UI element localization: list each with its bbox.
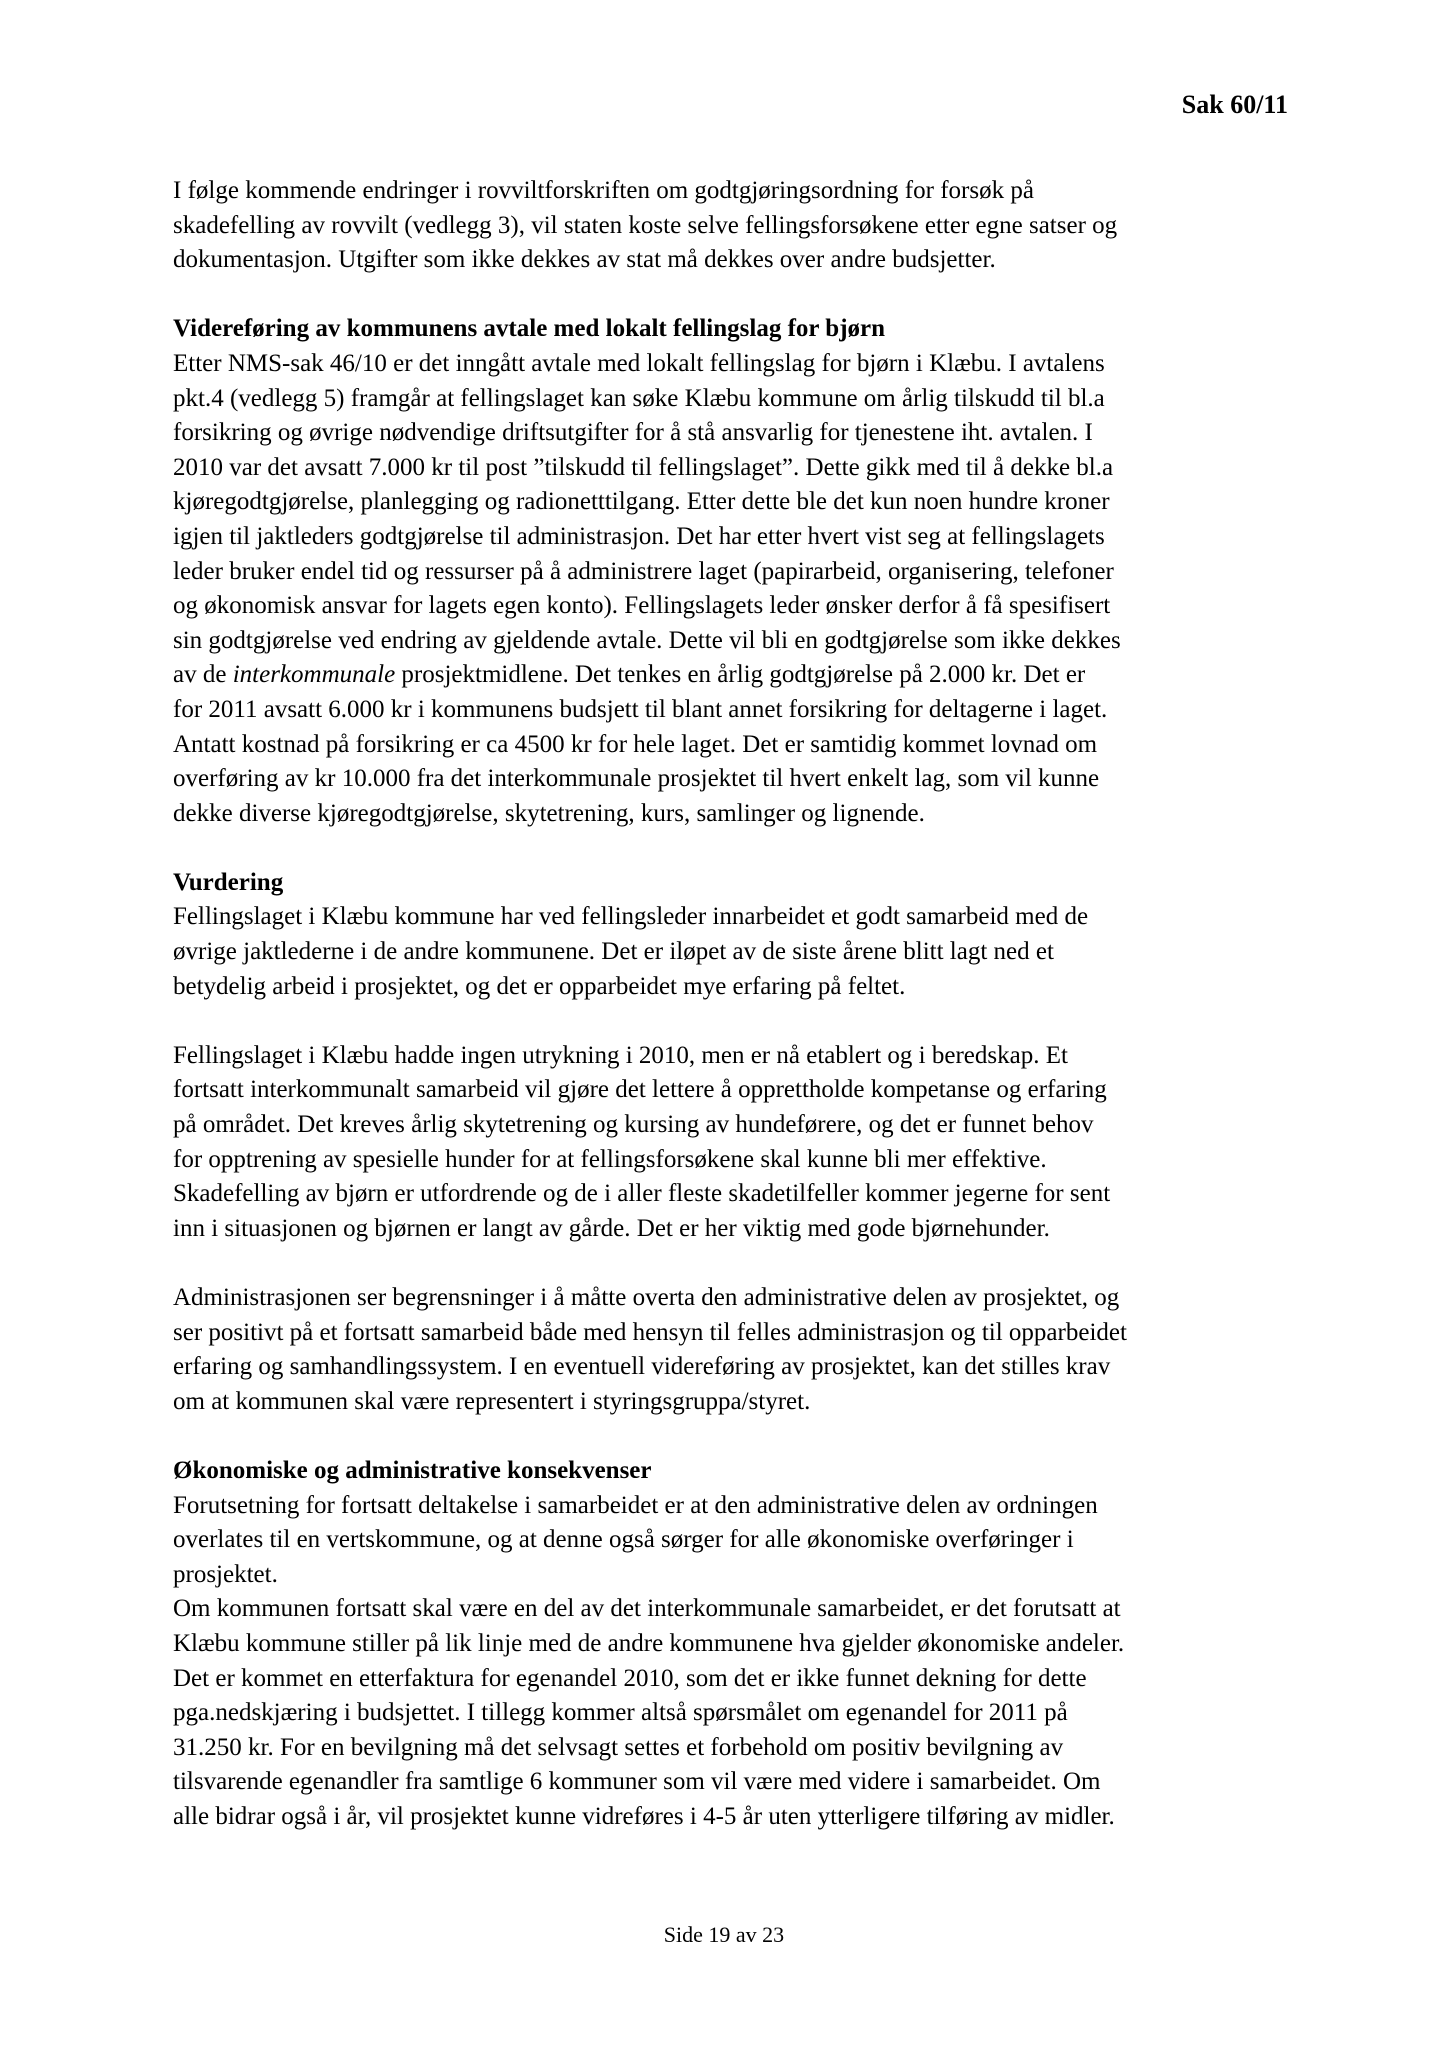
text-line: på området. Det kreves årlig skytetrening og kursing av hundeførere, og det er funnet behov bbox=[173, 1111, 1094, 1139]
text-line: sin godtgjørelse ved endring av gjeldende avtale. Dette vil bli en godtgjørelse som ikke dekkes bbox=[173, 626, 1121, 654]
section-assessment bbox=[173, 866, 1303, 1420]
text-line: prosjektet. bbox=[173, 1560, 278, 1588]
text-line: 2010 var det avsatt 7.000 kr til post ”tilskudd til fellingslaget”. Dette gikk med til å dekke bl.a bbox=[173, 453, 1114, 481]
text-line: overføring av kr 10.000 fra det interkommunale prosjektet til hvert enkelt lag, som vil kunne bbox=[173, 765, 1100, 793]
section-heading: Økonomiske og administrative konsekvenser bbox=[173, 1456, 652, 1484]
text-line: Det er kommet en etterfaktura for egenandel 2010, som det er ikke funnet dekning for dette bbox=[173, 1664, 1087, 1692]
paragraph-gap bbox=[173, 1246, 1303, 1281]
paragraph-gap bbox=[173, 1004, 1303, 1039]
text-line: 31.250 kr. For en bevilgning må det selvsagt settes et forbehold om positiv bevilgning av bbox=[173, 1733, 1064, 1761]
text-line: I følge kommende endringer i rovviltforskriften om godtgjøringsordning for forsøk på bbox=[173, 177, 1034, 204]
text-segment: av de bbox=[173, 661, 233, 689]
text-line: for 2011 avsatt 6.000 kr i kommunens budsjett til blant annet forsikring for deltagerne i laget. bbox=[173, 695, 1108, 723]
text-line: Fellingslaget i Klæbu hadde ingen utrykning i 2010, men er nå etablert og i beredskap. Et bbox=[173, 1041, 1068, 1069]
section-heading: Videreføring av kommunens avtale med lokalt fellingslag for bjørn bbox=[173, 315, 886, 343]
text-line: kjøregodtgjørelse, planlegging og radionetttilgang. Etter dette ble det kun noen hundre kroner bbox=[173, 488, 1110, 516]
text-line: leder bruker endel tid og ressurser på å administrere laget (papirarbeid, organisering, telefoner bbox=[173, 557, 1114, 585]
text-line: betydelig arbeid i prosjektet, og det er opparbeidet mye erfaring på feltet. bbox=[173, 972, 906, 1000]
text-line: ser positivt på et fortsatt samarbeid både med hensyn til felles administrasjon og til opparbeidet bbox=[173, 1318, 1127, 1346]
text-line: for opptrening av spesielle hunder for at fellingsforsøkene skal kunne bli mer effektive. bbox=[173, 1145, 1047, 1173]
text-line: dokumentasjon. Utgifter som ikke dekkes av stat må dekkes over andre budsjetter. bbox=[173, 246, 996, 274]
paragraph-gap bbox=[173, 1419, 1303, 1454]
document-body bbox=[173, 174, 1303, 1835]
text-line: skadefelling av rovvilt (vedlegg 3), vil staten koste selve fellingsforsøkene etter egne satser og bbox=[173, 211, 1118, 239]
text-line: Etter NMS-sak 46/10 er det inngått avtale med lokalt fellingslag for bjørn i Klæbu. I avtalens bbox=[173, 349, 1105, 377]
text-line: tilsvarende egenandler fra samtlige 6 kommuner som vil være med videre i samarbeidet. Om bbox=[173, 1768, 1101, 1796]
section-economic-consequences bbox=[173, 1454, 1303, 1835]
page-footer: Side 19 av 23 bbox=[663, 1922, 785, 1947]
section-continuation-agreement bbox=[173, 312, 1303, 831]
text-line: fortsatt interkommunalt samarbeid vil gjøre det lettere å opprettholde kompetanse og erfaring bbox=[173, 1076, 1107, 1104]
case-number: Sak 60/11 bbox=[1181, 90, 1288, 119]
section-heading: Vurdering bbox=[173, 868, 284, 896]
intro-paragraph bbox=[173, 174, 1303, 278]
text-line: Administrasjonen ser begrensninger i å måtte overta den administrative delen av prosjektet, og bbox=[173, 1284, 1120, 1311]
text-line: inn i situasjonen og bjørnen er langt av gårde. Det er her viktig med gode bjørnehunder. bbox=[173, 1214, 1050, 1242]
text-line: erfaring og samhandlingssystem. I en eventuell videreføring av prosjektet, kan det stilles krav bbox=[173, 1353, 1111, 1381]
text-line: Om kommunen fortsatt skal være en del av det interkommunale samarbeidet, er det forutsatt at bbox=[173, 1595, 1121, 1623]
text-line: om at kommunen skal være representert i styringsgruppa/styret. bbox=[173, 1387, 811, 1415]
text-line: Antatt kostnad på forsikring er ca 4500 kr for hele laget. Det er samtidig kommet lovnad om bbox=[173, 730, 1098, 758]
text-line: og økonomisk ansvar for lagets egen konto). Fellingslagets leder ønsker derfor å få spesifisert bbox=[173, 592, 1111, 620]
text-line: dekke diverse kjøregodtgjørelse, skytetrening, kurs, samlinger og lignende. bbox=[173, 799, 925, 827]
text-segment: prosjektmidlene. Det tenkes en årlig godtgjørelse på 2.000 kr. Det er bbox=[395, 661, 1086, 689]
text-line bbox=[173, 658, 1303, 693]
text-line: Skadefelling av bjørn er utfordrende og de i aller fleste skadetilfeller kommer jegerne for sent bbox=[173, 1180, 1111, 1208]
text-line: Klæbu kommune stiller på lik linje med de andre kommunene hva gjelder økonomiske andeler. bbox=[173, 1629, 1125, 1657]
text-line: overlates til en vertskommune, og at denne også sørger for alle økonomiske overføringer i bbox=[173, 1526, 1074, 1554]
paragraph-gap bbox=[173, 831, 1303, 866]
text-line: pkt.4 (vedlegg 5) framgår at fellingslaget kan søke Klæbu kommune om årlig tilskudd til bl.a bbox=[173, 384, 1105, 412]
text-line: pga.nedskjæring i budsjettet. I tillegg kommer altså spørsmålet om egenandel for 2011 på bbox=[173, 1699, 1068, 1727]
italic-text: interkommunale bbox=[232, 661, 396, 689]
text-line: forsikring og øvrige nødvendige driftsutgifter for å stå ansvarlig for tjenestene iht. avtalen. I bbox=[173, 419, 1093, 447]
text-line: øvrige jaktlederne i de andre kommunene. Det er iløpet av de siste årene blitt lagt ned et bbox=[173, 938, 1054, 966]
text-line: igjen til jaktleders godtgjørelse til administrasjon. Det har etter hvert vist seg at fellingslagets bbox=[173, 522, 1105, 550]
text-line: Fellingslaget i Klæbu kommune har ved fellingsleder innarbeidet et godt samarbeid med de bbox=[173, 903, 1089, 931]
text-line: Forutsetning for fortsatt deltakelse i samarbeidet er at den administrative delen av ordningen bbox=[173, 1491, 1098, 1519]
paragraph-gap bbox=[173, 278, 1303, 313]
text-line: alle bidrar også i år, vil prosjektet kunne vidreføres i 4-5 år uten ytterligere tilføring av midler. bbox=[173, 1802, 1115, 1830]
